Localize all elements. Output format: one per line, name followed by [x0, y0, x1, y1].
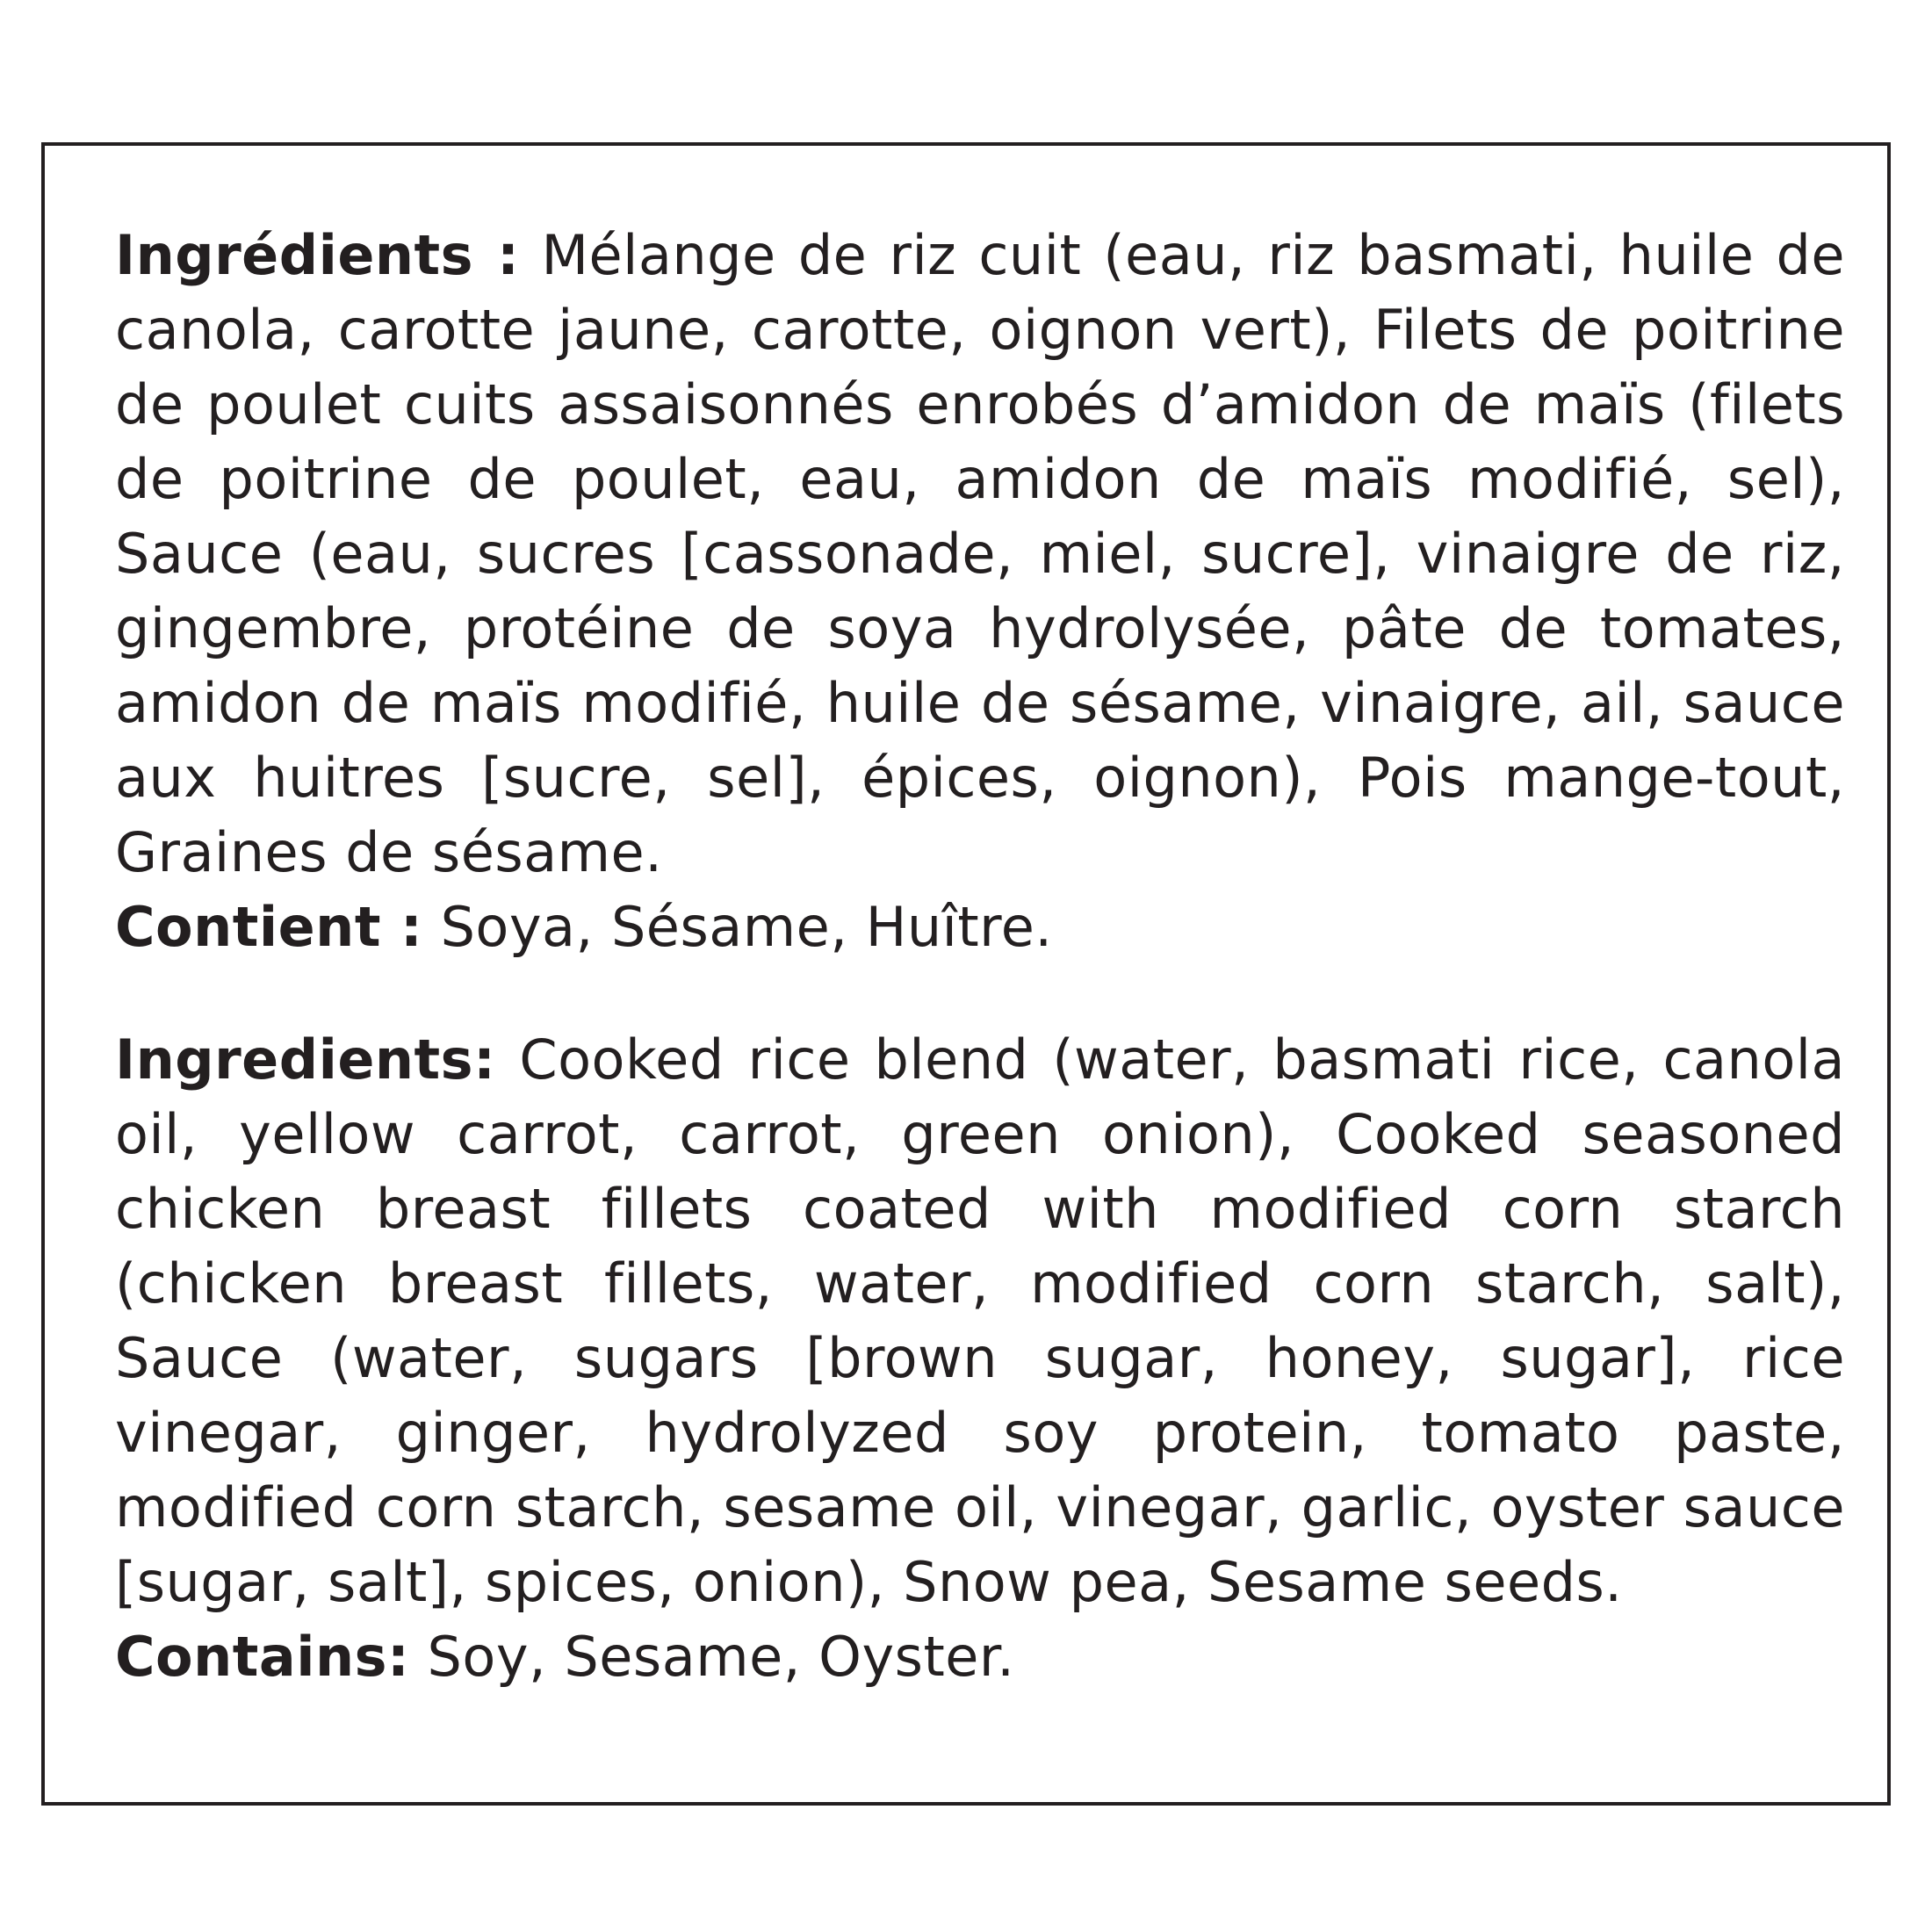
- french-contains-text: Soya, Sésame, Huître.: [440, 895, 1053, 959]
- french-contains-label: Contient :: [115, 895, 423, 959]
- french-contains-paragraph: [115, 890, 1845, 964]
- english-contains-paragraph: [115, 1619, 1845, 1694]
- english-ingredients-paragraph: [115, 1022, 1845, 1619]
- english-contains-label: Contains:: [115, 1625, 410, 1689]
- english-section: [115, 1022, 1845, 1694]
- french-ingredients-label: Ingrédients :: [115, 223, 520, 287]
- ingredients-label-box: [41, 142, 1891, 1806]
- label-content: [115, 218, 1845, 1694]
- english-ingredients-text: Cooked rice blend (water, basmati rice, canola oil, yellow carrot, carrot, green onion), Cooked seasoned chicken breast fillets coated with modified corn starch (chicken breast fillets, water, modified corn starch, salt), Sauce (water, sugars [brown sugar, honey, sugar], rice vinegar, ginger, hydrolyzed soy protein, tomato paste, modified corn starch, sesame oil, vinegar, garlic, oyster sauce [sugar, salt], spices, onion), Snow pea, Sesame seeds.: [115, 1027, 1845, 1614]
- english-contains-text: Soy, Sesame, Oyster.: [427, 1625, 1015, 1689]
- french-section: [115, 218, 1845, 964]
- french-ingredients-text: Mélange de riz cuit (eau, riz basmati, huile de canola, carotte jaune, carotte, oignon vert), Filets de poitrine de poulet cuits assaisonnés enrobés d’amidon de maïs (filets de poitrine de poulet, eau, amidon de maïs modifié, sel), Sauce (eau, sucres [cassonade, miel, sucre], vinaigre de riz, gingembre, protéine de soya hydrolysée, pâte de tomates, amidon de maïs modifié, huile de sésame, vinaigre, ail, sauce aux huitres [sucre, sel], épices, oignon), Pois mange-tout, Graines de sésame.: [115, 223, 1845, 884]
- french-ingredients-paragraph: [115, 218, 1845, 890]
- english-ingredients-label: Ingredients:: [115, 1027, 496, 1092]
